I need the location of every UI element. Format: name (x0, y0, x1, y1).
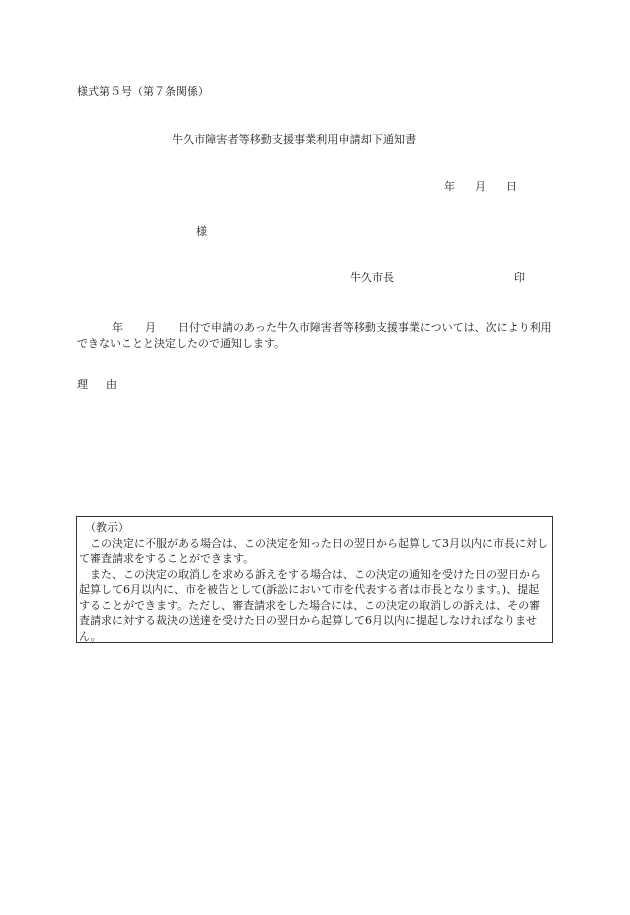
body-paragraph (77, 320, 553, 352)
date-day-unit: 日 (506, 180, 517, 193)
notice-heading: （教示） (85, 521, 129, 534)
reason-label (77, 379, 117, 390)
date-month-unit: 月 (475, 180, 486, 193)
body-text: 日付で申請のあった牛久市障害者等移動支援事業については、次により利用できないことと決定したので通知します。 (77, 321, 552, 350)
addressee-suffix: 様 (196, 225, 207, 238)
reason-char-1: 理 (77, 378, 88, 391)
notice-paragraph-2: また、この決定の取消しを求める訴えをする場合は、この決定の通知を受けた日の翌日から起算して6月以内に、市を被告として(訴訟において市を代表する者は市長となります。)、提起することができます。ただし、審査請求をした場合には、この決定の取消しの訴えは、その審査請求に対する裁決の送達を受けた日の翌日から起算して6月以内に提起しなければなりません。 (79, 567, 541, 643)
body-year-unit: 年 (112, 321, 123, 334)
notice-box (76, 516, 553, 643)
notice-paragraph-1: この決定に不服がある場合は、この決定を知った日の翌日から起算して3月以内に市長に対して審査請求をすることができます。 (79, 536, 548, 565)
date-year-unit: 年 (444, 180, 455, 193)
reason-char-2: 由 (106, 378, 117, 391)
date-line (444, 181, 517, 192)
issuer-seal: 印 (514, 271, 525, 284)
document-title: 牛久市障害者等移動支援事業利用申請却下通知書 (172, 133, 417, 146)
form-number: 様式第５号（第７条関係） (77, 85, 209, 98)
issuer-name: 牛久市長 (350, 271, 394, 284)
body-month-unit: 月 (145, 321, 156, 334)
